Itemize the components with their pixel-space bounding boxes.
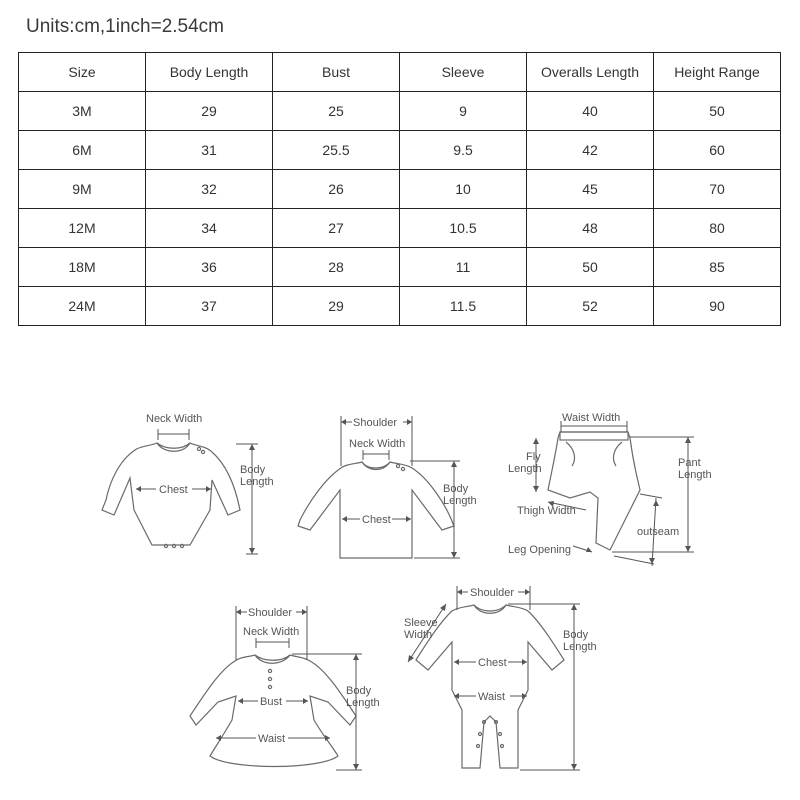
pants-outline (548, 432, 640, 550)
table-cell: 29 (273, 287, 400, 326)
table-cell: 42 (527, 131, 654, 170)
pants-diagram (508, 412, 712, 566)
bodysuit-body-length-label-2: Length (240, 476, 274, 488)
table-cell: 31 (146, 131, 273, 170)
shirt-body-length-label-2: Length (443, 495, 477, 507)
table-cell: 24M (19, 287, 146, 326)
table-cell: 80 (654, 209, 781, 248)
romper-body-length-label-1: Body (563, 629, 589, 641)
table-cell: 50 (654, 92, 781, 131)
bodysuit-body-length-label-1: Body (240, 464, 266, 476)
table-cell: 26 (273, 170, 400, 209)
table-row (19, 131, 781, 170)
pants-leg-opening-label: Leg Opening (508, 544, 571, 556)
table-cell: 70 (654, 170, 781, 209)
pants-pant-length-label-2: Length (678, 469, 712, 481)
header-height-range: Height Range (654, 53, 781, 92)
table-row (19, 92, 781, 131)
bodysuit-chest-label: Chest (159, 484, 188, 496)
table-cell: 34 (146, 209, 273, 248)
table-cell: 90 (654, 287, 781, 326)
size-chart-table (18, 52, 781, 326)
dress-outline (190, 655, 356, 767)
table-header-row (19, 53, 781, 92)
bodysuit-neck-width-label: Neck Width (146, 413, 203, 425)
dress-shoulder-label: Shoulder (248, 607, 293, 619)
table-row (19, 287, 781, 326)
table-cell: 10 (400, 170, 527, 209)
shirt-neck-width-label: Neck Width (349, 438, 406, 450)
table-row (19, 248, 781, 287)
romper-sleeve-width-label-1: Sleeve (404, 617, 438, 629)
table-cell: 12M (19, 209, 146, 248)
table-cell: 6M (19, 131, 146, 170)
header-size: Size (19, 53, 146, 92)
table-cell: 9.5 (400, 131, 527, 170)
dress-body-length-label-1: Body (346, 685, 372, 697)
table-cell: 52 (527, 287, 654, 326)
romper-body-length-label-2: Length (563, 641, 597, 653)
dress-neck-width-label: Neck Width (243, 626, 300, 638)
shirt-outline (298, 462, 454, 558)
header-bust: Bust (273, 53, 400, 92)
header-sleeve: Sleeve (400, 53, 527, 92)
romper-shoulder-label: Shoulder (470, 587, 515, 599)
shirt-diagram (298, 416, 477, 558)
table-row (19, 170, 781, 209)
pants-thigh-width-label: Thigh Width (517, 505, 576, 517)
shirt-shoulder-label: Shoulder (353, 417, 398, 429)
table-cell: 45 (527, 170, 654, 209)
table-cell: 40 (527, 92, 654, 131)
dress-diagram (190, 606, 380, 770)
bodysuit-diagram (102, 413, 274, 554)
table-cell: 10.5 (400, 209, 527, 248)
table-cell: 85 (654, 248, 781, 287)
header-overalls-length: Overalls Length (527, 53, 654, 92)
romper-sleeve-width-label-2: Width (404, 629, 433, 641)
table-cell: 27 (273, 209, 400, 248)
table-cell: 37 (146, 287, 273, 326)
table-cell: 29 (146, 92, 273, 131)
table-cell: 36 (146, 248, 273, 287)
table-cell: 50 (527, 248, 654, 287)
dress-waist-label: Waist (258, 733, 286, 745)
shirt-chest-label: Chest (362, 514, 391, 526)
table-cell: 9M (19, 170, 146, 209)
header-body-length: Body Length (146, 53, 273, 92)
shirt-body-length-label-1: Body (443, 483, 469, 495)
table-cell: 28 (273, 248, 400, 287)
table-cell: 60 (654, 131, 781, 170)
table-cell: 18M (19, 248, 146, 287)
table-cell: 48 (527, 209, 654, 248)
romper-waist-label: Waist (478, 691, 506, 703)
pants-waist-width-label: Waist Width (562, 412, 621, 424)
measurement-diagrams (0, 360, 800, 800)
pants-fly-length-label-2: Length (508, 463, 542, 475)
table-cell: 32 (146, 170, 273, 209)
dress-body-length-label-2: Length (346, 697, 380, 709)
units-note: Units:cm,1inch=2.54cm (26, 16, 224, 37)
table-cell: 25 (273, 92, 400, 131)
table-cell: 25.5 (273, 131, 400, 170)
pants-pant-length-label-1: Pant (678, 457, 701, 469)
romper-outline (416, 605, 564, 768)
dress-bust-label: Bust (260, 696, 283, 708)
pants-outseam-label: outseam (637, 526, 680, 538)
table-row (19, 209, 781, 248)
table-cell: 3M (19, 92, 146, 131)
romper-diagram (404, 586, 597, 770)
table-cell: 9 (400, 92, 527, 131)
pants-fly-length-label-1: Fly (526, 451, 541, 463)
table-cell: 11.5 (400, 287, 527, 326)
table-cell: 11 (400, 248, 527, 287)
romper-chest-label: Chest (478, 657, 507, 669)
